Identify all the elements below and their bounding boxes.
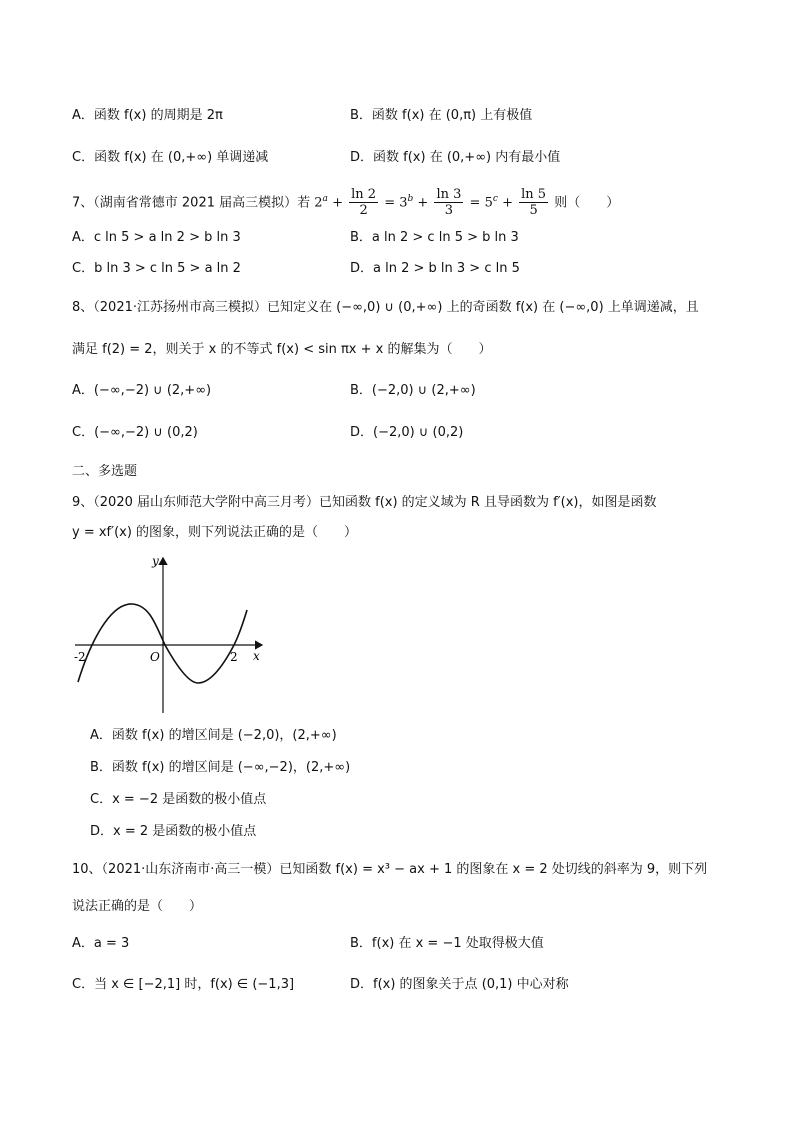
q7-prefix: 7、（湖南省常德市 2021 届高三模拟）若 (72, 195, 311, 211)
q9-option-a: A．函数 f(x) 的增区间是 (−2,0)，(2,+∞) (90, 728, 337, 743)
q6-option-a: A．函数 f(x) 的周期是 2π (72, 108, 223, 123)
q6-option-c: C．函数 f(x) 在 (0,+∞) 单调递减 (72, 150, 269, 165)
q7-option-c: C．b ln 3 > c ln 5 > a ln 2 (72, 261, 241, 276)
y-axis-label: y (152, 554, 159, 568)
q6-option-b: B．函数 f(x) 在 (0,π) 上有极值 (350, 108, 533, 123)
q7-frac1: $\frac{\ln 2}{2}$ (351, 187, 377, 219)
q8-option-c: C．(−∞,−2) ∪ (0,2) (72, 425, 198, 440)
q9-option-b: B．函数 f(x) 的增区间是 (−∞,−2)，(2,+∞) (90, 760, 351, 775)
q8-option-b: B．(−2,0) ∪ (2,+∞) (350, 383, 476, 398)
q7-exp1: a (322, 194, 328, 204)
q10-option-c: C．当 x ∈ [−2,1] 时，f(x) ∈ (−1,3] (72, 977, 295, 992)
q7-stem: 7、（湖南省常德市 2021 届高三模拟）若 2$^a$ + $\frac{\ln 2}{2}$ = 3$^b$ + $\frac{\ln 3}{3}$ = 5$^c$ + $\frac{\ln 5}{5}$ 则（ ） (72, 187, 620, 219)
origin-label: O (150, 650, 160, 664)
q9-function-graph (70, 548, 270, 718)
q9-stem-line2: y = xf′(x) 的图象，则下列说法正确的是（ ） (72, 525, 358, 540)
tick-label-neg-2: -2 (74, 650, 86, 664)
q9-option-d: D．x = 2 是函数的极小值点 (90, 824, 257, 839)
q8-option-a: A．(−∞,−2) ∪ (2,+∞) (72, 383, 212, 398)
q9-option-c: C．x = −2 是函数的极小值点 (90, 792, 267, 807)
x-axis-label: x (253, 649, 260, 663)
q7-option-d: D．a ln 2 > b ln 3 > c ln 5 (350, 261, 520, 276)
section-heading-multi-choice: 二、多选题 (72, 464, 138, 479)
q7-frac3: $\frac{\ln 5}{5}$ (521, 187, 547, 219)
q10-option-a: A．a = 3 (72, 936, 130, 951)
q7-term3: 5 (484, 195, 493, 211)
q6-option-d: D．函数 f(x) 在 (0,+∞) 内有最小值 (350, 150, 561, 165)
q7-suffix: 则（ ） (554, 195, 620, 211)
tick-label-2: 2 (230, 650, 238, 664)
q7-frac2: $\frac{\ln 3}{3}$ (436, 187, 462, 219)
q7-exp2: b (407, 194, 414, 204)
q7-term1: 2 (314, 195, 323, 211)
q10-option-d: D．f(x) 的图象关于点 (0,1) 中心对称 (350, 977, 569, 992)
q8-stem-line2: 满足 f(2) = 2，则关于 x 的不等式 f(x) < sin πx + x 的解集为（ ） (72, 342, 492, 357)
q7-option-a: A．c ln 5 > a ln 2 > b ln 3 (72, 230, 241, 245)
q10-stem-line1: 10、（2021·山东济南市·高三一模）已知函数 f(x) = x³ − ax + 1 的图象在 x = 2 处切线的斜率为 9，则下列 (72, 862, 708, 877)
q7-exp3: c (492, 194, 498, 204)
q8-option-d: D．(−2,0) ∪ (0,2) (350, 425, 464, 440)
q9-stem-line1: 9、（2020 届山东师范大学附中高三月考）已知函数 f(x) 的定义域为 R 且导函数为 f′(x)，如图是函数 (72, 495, 657, 510)
q10-option-b: B．f(x) 在 x = −1 处取得极大值 (350, 936, 544, 951)
q7-option-b: B．a ln 2 > c ln 5 > b ln 3 (350, 230, 519, 245)
q8-stem-line1: 8、（2021·江苏扬州市高三模拟）已知定义在 (−∞,0) ∪ (0,+∞) 上的奇函数 f(x) 在 (−∞,0) 上单调递减，且 (72, 300, 699, 315)
q10-stem-line2: 说法正确的是（ ） (72, 899, 203, 914)
q7-term2: 3 (399, 195, 408, 211)
